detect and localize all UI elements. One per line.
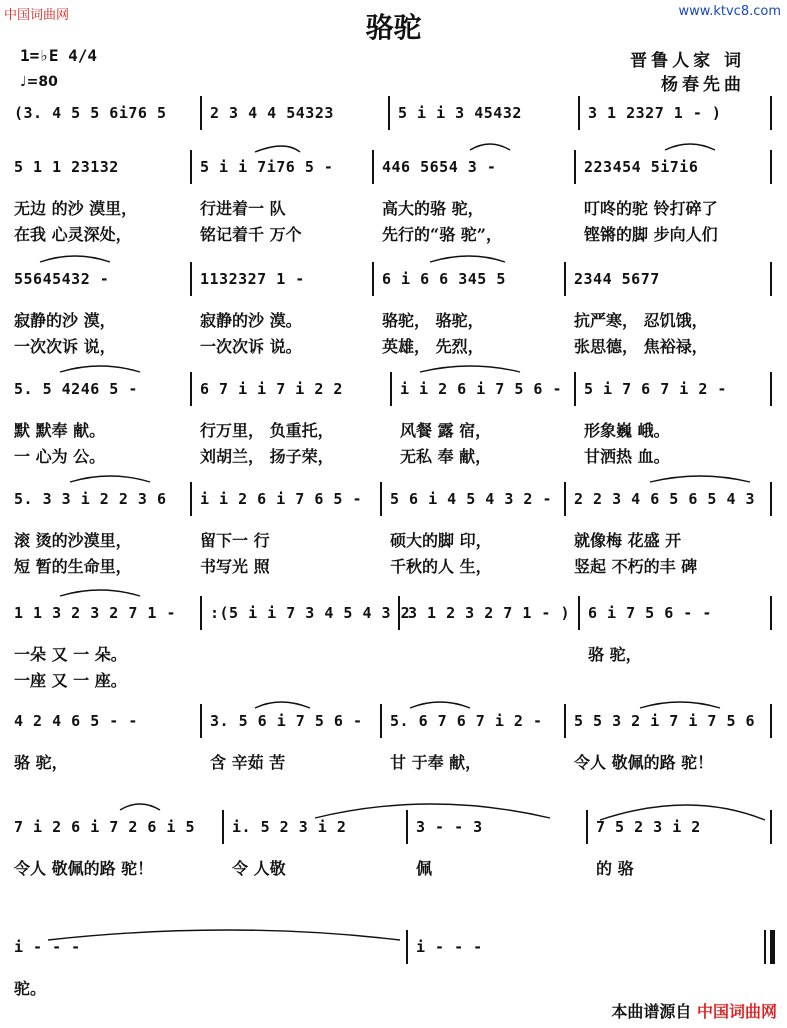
lyric-verse-2: 一次次诉 说， [14, 337, 116, 356]
song-title: 骆驼 [365, 11, 422, 44]
watermark-left: 中国词曲网 [4, 8, 70, 23]
lyric-verse-1: 的 骆 [596, 859, 634, 878]
slur-mark [255, 702, 310, 708]
bar-line [770, 482, 772, 516]
bar-line [380, 482, 382, 516]
bar-line [764, 930, 766, 964]
measure-notes: 6 i 6 6 345 5 [382, 270, 506, 288]
measure-notes: 3. 5 6 i 7 5 6 - [210, 712, 363, 730]
source-footer [611, 999, 777, 1022]
lyric-verse-1: 滚 烫的沙漠里， [14, 531, 132, 550]
bar-line [190, 150, 192, 184]
measure-notes: i i 2 6 i 7 6 5 - [200, 490, 363, 508]
lyric-verse-2: 一次次诉 说。 [200, 337, 302, 356]
lyric-verse-2: 一座 又 一 座。 [14, 671, 127, 690]
measure-notes: 5 i i 3 45432 [398, 104, 522, 122]
measure-notes: 5. 5 4246 5 - [14, 380, 138, 398]
lyric-verse-1: 骆 驼， [588, 645, 642, 664]
slur-mark [430, 256, 505, 262]
slur-mark [40, 256, 110, 262]
measure-notes: 3 1 2327 1 - ) [588, 104, 722, 122]
lyric-verse-2: 甘洒热 血。 [584, 447, 670, 466]
lyric-verse-2: 书写光 照 [200, 557, 270, 576]
measure-notes: 5 6 i 4 5 4 3 2 - [390, 490, 553, 508]
bar-line [380, 704, 382, 738]
bar-line [222, 810, 224, 844]
bar-line [190, 262, 192, 296]
lyric-verse-2: 张思德， 焦裕禄， [574, 337, 708, 356]
measure-notes: 1132327 1 - [200, 270, 305, 288]
bar-line [200, 96, 202, 130]
bar-line [406, 930, 408, 964]
lyric-verse-2: 无私 奉 献， [400, 447, 492, 466]
measure-notes: 223454 5i7i6 [584, 158, 699, 176]
measure-notes: 6 7 i i 7 i 2 2 [200, 380, 343, 398]
measure-notes: i. 5 2 3 i 2 [232, 818, 347, 836]
lyric-verse-1: 骆 驼， [14, 753, 68, 772]
lyric-verse-2: 竖起 不朽的丰 碑 [574, 557, 698, 576]
bar-line [586, 810, 588, 844]
slur-mark [60, 590, 140, 596]
measure-notes: 5. 6 7 6 7 i 2 - [390, 712, 543, 730]
lyric-verse-1: 形象巍 峨。 [584, 421, 670, 440]
measure-notes: 5. 3 3 i 2 2 3 6 [14, 490, 167, 508]
bar-line [770, 704, 772, 738]
lyric-verse-1: 行进着一 队 [200, 199, 286, 218]
lyric-verse-1: 叮咚的驼 铃打碎了 [584, 199, 718, 218]
lyric-verse-1: 佩 [416, 859, 433, 878]
measure-notes: i i 2 6 i 7 5 6 - [400, 380, 563, 398]
final-barline [770, 930, 775, 964]
measure-notes: 446 5654 3 - [382, 158, 497, 176]
measure-notes: 2344 5677 [574, 270, 660, 288]
bar-line [574, 150, 576, 184]
slur-mark [120, 804, 160, 810]
bar-line [770, 150, 772, 184]
slur-mark [470, 144, 510, 150]
slur-mark [70, 476, 150, 482]
bar-line [406, 810, 408, 844]
lyric-verse-1: 驼。 [14, 979, 47, 998]
lyric-verse-1: 留下一 行 [200, 531, 270, 550]
measure-notes: 4 2 4 6 5 - - [14, 712, 138, 730]
bar-line [200, 704, 202, 738]
lyric-verse-1: 令人 敬佩的路 驼！ [14, 859, 154, 878]
measure-notes: 5 i i 7i76 5 - [200, 158, 334, 176]
bar-line [578, 96, 580, 130]
lyric-verse-1: 骆驼， 骆驼， [382, 311, 484, 330]
lyric-verse-1: 默 默奉 献。 [14, 421, 106, 440]
measure-notes: 5 1 1 23132 [14, 158, 119, 176]
lyric-verse-2: 短 暂的生命里， [14, 557, 132, 576]
measure-notes: 5 i 7 6 7 i 2 - [584, 380, 727, 398]
bar-line [190, 372, 192, 406]
lyric-verse-1: 含 辛茹 苦 [210, 753, 286, 772]
lyric-verse-1: 令人 敬佩的路 驼！ [574, 753, 714, 772]
footer-site: 中国词曲网 [696, 1002, 777, 1021]
lyric-verse-1: 风餐 露 宿， [400, 421, 492, 440]
lyric-verse-1: 寂静的沙 漠。 [200, 311, 302, 330]
bar-line [564, 482, 566, 516]
bar-line [200, 596, 202, 630]
lyric-verse-2: 铿锵的脚 步向人们 [584, 225, 718, 244]
lyric-verse-2: 一 心为 公。 [14, 447, 106, 466]
lyric-verse-1: 寂静的沙 漠， [14, 311, 116, 330]
slur-mark [665, 144, 715, 150]
bar-line [770, 596, 772, 630]
slur-mark [60, 366, 140, 372]
bar-line [372, 262, 374, 296]
bar-line [190, 482, 192, 516]
measure-notes: 3 1 2 3 2 7 1 - ) [408, 604, 571, 622]
bar-line [770, 810, 772, 844]
bar-line [390, 372, 392, 406]
lyric-verse-1: 甘 于奉 献， [390, 753, 482, 772]
bar-line [372, 150, 374, 184]
slur-mark [640, 702, 720, 708]
measure-notes: i - - - [416, 938, 483, 956]
lyric-verse-2: 铭记着千 万个 [200, 225, 302, 244]
measure-notes: 1 1 3 2 3 2 7 1 - [14, 604, 177, 622]
lyric-verse-1: 无边 的沙 漠里， [14, 199, 138, 218]
bar-line [770, 96, 772, 130]
measure-notes: 6 i 7 5 6 - - [588, 604, 712, 622]
lyric-verse-1: 高大的骆 驼， [382, 199, 484, 218]
lyric-verse-2: 先行的“骆 驼”， [382, 225, 502, 244]
watermark-right: www.ktvc8.com [678, 4, 781, 19]
measure-notes: 3 - - 3 [416, 818, 483, 836]
lyric-verse-1: 就像梅 花盛 开 [574, 531, 682, 550]
measure-notes: (3. 4 5 5 6i76 5 [14, 104, 167, 122]
slur-mark [420, 366, 520, 372]
bar-line [578, 596, 580, 630]
lyric-verse-1: 一朵 又 一 朵。 [14, 645, 127, 664]
lyric-verse-1: 令 人敬 [232, 859, 286, 878]
measure-notes: 7 i 2 6 i 7 2 6 i 5 [14, 818, 196, 836]
slur-mark [410, 702, 470, 708]
bar-line [770, 262, 772, 296]
measure-notes: 2 3 4 4 54323 [210, 104, 334, 122]
bar-line [564, 704, 566, 738]
bar-line [770, 372, 772, 406]
bar-line [388, 96, 390, 130]
lyric-verse-2: 刘胡兰， 扬子荣， [200, 447, 334, 466]
slur-mark [255, 146, 300, 152]
footer-label: 本曲谱源自 [611, 1002, 692, 1021]
lyric-verse-1: 抗严寒， 忍饥饿， [574, 311, 708, 330]
lyricist-credit: 晋鲁人家 词 [630, 51, 745, 71]
key-signature: 1=♭E 4/4 [20, 46, 98, 65]
slur-mark [650, 476, 750, 482]
slur-mark [48, 930, 400, 940]
lyric-verse-2: 千秋的人 生， [390, 557, 492, 576]
measure-notes: :(5 i i 7 3 4 5 4 3 2 [210, 604, 411, 622]
composer-credit: 杨春先曲 [661, 75, 745, 95]
bar-line [564, 262, 566, 296]
lyric-verse-2: 在我 心灵深处， [14, 225, 132, 244]
measure-notes: 2 2 3 4 6 5 6 5 4 3 [574, 490, 756, 508]
measure-notes: i - - - [14, 938, 81, 956]
measure-notes: 55645432 - [14, 270, 110, 288]
bar-line [574, 372, 576, 406]
measure-notes: 5 5 3 2 i 7 i 7 5 6 [574, 712, 756, 730]
measure-notes: 7 5 2 3 i 2 [596, 818, 701, 836]
slur-mark [315, 804, 550, 818]
lyric-verse-2: 英雄， 先烈， [382, 337, 484, 356]
tempo-marking: ♩=80 [20, 74, 58, 90]
lyric-verse-1: 硕大的脚 印， [390, 531, 492, 550]
lyric-verse-1: 行万里， 负重托， [200, 421, 334, 440]
